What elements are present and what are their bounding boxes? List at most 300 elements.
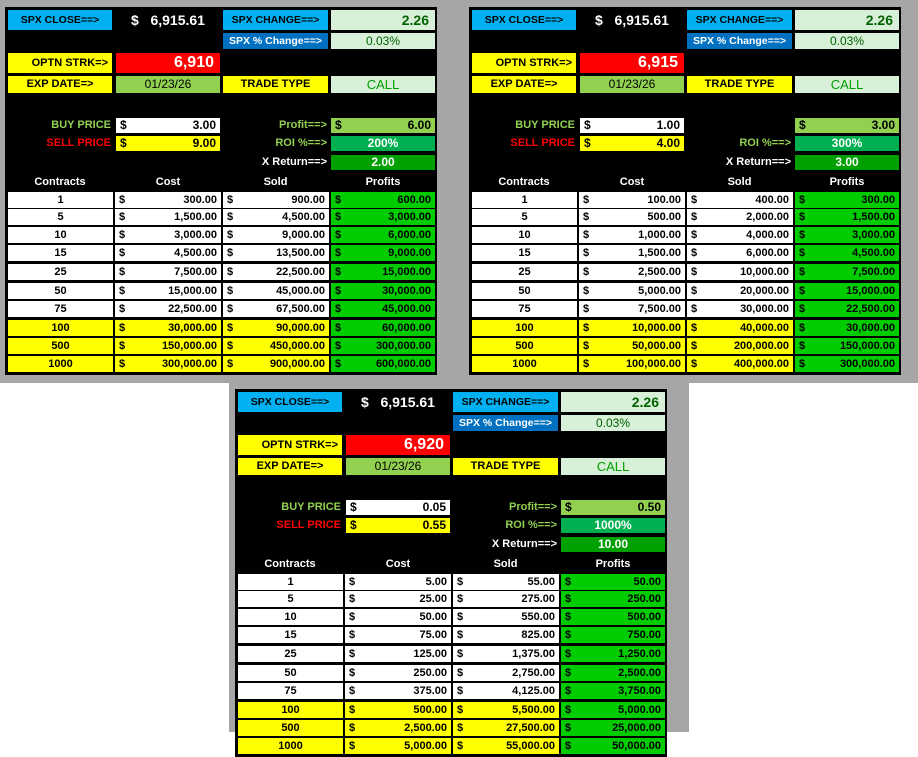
- profit-value: 0.50: [637, 500, 661, 514]
- sold-cell: [686, 208, 794, 226]
- dollar-sign: $: [349, 685, 356, 697]
- dollar-sign: $: [349, 648, 356, 660]
- dollar-sign: $: [799, 266, 806, 278]
- dollar-sign: $: [227, 340, 234, 352]
- profits-cell: [330, 282, 436, 300]
- dollar-sign: $: [583, 322, 590, 334]
- cost-cell-value: 7,500.00: [638, 303, 681, 315]
- exp-date-label: EXP DATE=>: [7, 75, 113, 94]
- cost-cell-value: 150,000.00: [161, 340, 217, 352]
- contracts-cell: 500: [7, 337, 114, 355]
- cost-cell: [578, 226, 686, 244]
- dollar-sign: $: [584, 118, 591, 132]
- profits-cell-value: 30,000.00: [846, 322, 895, 334]
- profits-cell: [330, 337, 436, 355]
- cost-cell-value: 2,500.00: [404, 722, 447, 734]
- dollar-sign: $: [583, 229, 590, 241]
- dollar-sign: $: [335, 322, 342, 334]
- cost-cell-value: 50,000.00: [632, 340, 681, 352]
- sold-cell-value: 22,500.00: [276, 266, 325, 278]
- sold-cell-value: 6,000.00: [746, 247, 789, 259]
- cost-cell: [344, 701, 452, 719]
- dollar-sign: $: [119, 303, 126, 315]
- header-contracts: Contracts: [498, 176, 550, 188]
- cost-cell-value: 250.00: [413, 667, 447, 679]
- sold-cell-value: 45,000.00: [276, 285, 325, 297]
- spx-pct-change-value: 0.03%: [560, 414, 666, 432]
- dollar-sign: $: [691, 211, 698, 223]
- sold-cell-value: 900.00: [291, 194, 325, 206]
- sold-cell-value: 40,000.00: [740, 322, 789, 334]
- dollar-sign: $: [457, 722, 464, 734]
- cost-cell-value: 300,000.00: [161, 358, 217, 370]
- header-cost: Cost: [385, 558, 411, 570]
- cost-cell: [578, 244, 686, 262]
- dollar-sign: $: [691, 340, 698, 352]
- sold-cell: [222, 244, 330, 262]
- dollar-sign: $: [350, 518, 357, 532]
- sold-cell-value: 2,000.00: [746, 211, 789, 223]
- cost-cell-value: 30,000.00: [168, 322, 217, 334]
- sold-cell: [452, 608, 560, 626]
- cost-cell: [114, 300, 222, 318]
- cost-cell: [114, 244, 222, 262]
- dollar-sign: $: [799, 340, 806, 352]
- header-cost: Cost: [619, 176, 645, 188]
- header-profits: Profits: [365, 176, 401, 188]
- sell-price-value: 0.55: [422, 518, 446, 532]
- dollar-sign: $: [119, 322, 126, 334]
- sold-cell-value: 550.00: [521, 611, 555, 623]
- dollar-sign: $: [349, 629, 356, 641]
- spx-pct-change-label: SPX % Change==>: [452, 414, 559, 432]
- profits-cell-value: 600,000.00: [375, 358, 431, 370]
- dollar-sign: $: [691, 322, 698, 334]
- cost-cell-value: 375.00: [413, 685, 447, 697]
- sold-cell-value: 13,500.00: [276, 247, 325, 259]
- dollar-sign: $: [119, 229, 126, 241]
- cost-cell-value: 1,500.00: [638, 247, 681, 259]
- sold-cell: [222, 263, 330, 281]
- dollar-sign: $: [335, 285, 342, 297]
- cost-cell: [344, 737, 452, 755]
- dollar-sign: $: [227, 303, 234, 315]
- cost-cell: [114, 208, 222, 226]
- trade-type-label: TRADE TYPE: [452, 457, 559, 476]
- profits-cell-value: 9,000.00: [388, 247, 431, 259]
- dollar-sign: $: [583, 285, 590, 297]
- contracts-cell: 1000: [471, 355, 578, 373]
- spx-pct-change-value: 0.03%: [794, 32, 900, 50]
- dollar-sign: $: [691, 266, 698, 278]
- contracts-cell: 500: [237, 719, 344, 737]
- dollar-sign: $: [457, 740, 464, 752]
- contracts-cell: 25: [237, 645, 344, 663]
- roi-value: 1000%: [560, 517, 666, 534]
- sold-cell: [452, 590, 560, 608]
- dollar-sign: $: [799, 211, 806, 223]
- cost-cell-value: 4,500.00: [174, 247, 217, 259]
- profits-cell-value: 22,500.00: [846, 303, 895, 315]
- profits-cell: [330, 208, 436, 226]
- profits-cell: [560, 590, 666, 608]
- profits-cell: [330, 300, 436, 318]
- option-strike-value: 6,920: [345, 434, 451, 456]
- dollar-sign: $: [227, 194, 234, 206]
- spx-pct-change-label: SPX % Change==>: [686, 32, 793, 50]
- cost-cell: [578, 337, 686, 355]
- exp-date-label: EXP DATE=>: [471, 75, 577, 94]
- sell-price-label: SELL PRICE: [46, 137, 111, 149]
- spx-close-value: $ 6,915.61: [595, 12, 669, 28]
- cost-cell: [578, 191, 686, 209]
- dollar-sign: $: [227, 358, 234, 370]
- cost-cell: [578, 319, 686, 337]
- cost-cell: [114, 226, 222, 244]
- contracts-cell: 5: [237, 590, 344, 608]
- dollar-sign: $: [584, 136, 591, 150]
- dollar-sign: $: [565, 685, 572, 697]
- profits-cell: [330, 226, 436, 244]
- dollar-sign: $: [799, 358, 806, 370]
- cost-cell: [578, 263, 686, 281]
- trade-type-label: TRADE TYPE: [222, 75, 329, 94]
- buy-price-value: 3.00: [192, 118, 216, 132]
- cost-cell-value: 5.00: [425, 576, 447, 588]
- profits-cell: [560, 737, 666, 755]
- sold-cell-value: 55,000.00: [506, 740, 555, 752]
- sold-cell: [686, 337, 794, 355]
- dollar-sign: $: [583, 211, 590, 223]
- contracts-cell: 50: [237, 664, 344, 682]
- trade-type-value: CALL: [794, 75, 900, 94]
- contracts-cell: 500: [471, 337, 578, 355]
- sold-cell-value: 4,000.00: [746, 229, 789, 241]
- spx-close-label: SPX CLOSE==>: [237, 391, 343, 413]
- dollar-sign: $: [565, 629, 572, 641]
- profits-cell-value: 600.00: [397, 194, 431, 206]
- buy-price-label: BUY PRICE: [515, 119, 575, 131]
- spx-close-label: SPX CLOSE==>: [7, 9, 113, 31]
- profits-cell: [794, 263, 900, 281]
- profits-cell-value: 30,000.00: [382, 285, 431, 297]
- spx-change-value: 2.26: [794, 9, 900, 31]
- profits-cell: [794, 300, 900, 318]
- profits-cell-value: 3,000.00: [388, 211, 431, 223]
- sold-cell: [222, 191, 330, 209]
- profits-cell: [330, 319, 436, 337]
- sold-cell-value: 55.00: [527, 576, 555, 588]
- profits-cell-value: 2,500.00: [618, 667, 661, 679]
- profits-cell: [330, 263, 436, 281]
- dollar-sign: $: [457, 648, 464, 660]
- cost-cell: [344, 719, 452, 737]
- exp-date-value: 01/23/26: [115, 75, 221, 94]
- buy-price-label: BUY PRICE: [51, 119, 111, 131]
- profit-label: Profit==>: [279, 119, 327, 131]
- spx-pct-change-value: 0.03%: [330, 32, 436, 50]
- contracts-cell: 1000: [7, 355, 114, 373]
- sold-cell: [452, 719, 560, 737]
- option-strike-value: 6,915: [579, 52, 685, 74]
- contracts-cell: 75: [471, 300, 578, 318]
- header-contracts: Contracts: [264, 558, 316, 570]
- sold-cell: [452, 737, 560, 755]
- dollar-sign: $: [349, 740, 356, 752]
- profits-cell-value: 500.00: [627, 611, 661, 623]
- contracts-cell: 10: [7, 226, 114, 244]
- cost-cell: [578, 355, 686, 373]
- buy-price: [579, 117, 685, 134]
- trade-type-value: CALL: [560, 457, 666, 476]
- sold-cell-value: 10,000.00: [740, 266, 789, 278]
- roi-value: 300%: [794, 135, 900, 152]
- dollar-sign: $: [691, 247, 698, 259]
- sell-price: [345, 517, 451, 534]
- contracts-cell: 100: [7, 319, 114, 337]
- contracts-cell: 25: [471, 263, 578, 281]
- sell-price-label: SELL PRICE: [510, 137, 575, 149]
- dollar-sign: $: [349, 593, 356, 605]
- header-sold: Sold: [727, 176, 752, 188]
- cost-cell-value: 1,000.00: [638, 229, 681, 241]
- dollar-sign: $: [227, 247, 234, 259]
- sold-cell: [452, 682, 560, 700]
- buy-price-label: BUY PRICE: [281, 501, 341, 513]
- dollar-sign: $: [583, 303, 590, 315]
- sold-cell: [222, 300, 330, 318]
- dollar-sign: $: [565, 593, 572, 605]
- profits-cell: [794, 319, 900, 337]
- cost-cell-value: 500.00: [647, 211, 681, 223]
- exp-date-label: EXP DATE=>: [237, 457, 343, 476]
- cost-cell-value: 7,500.00: [174, 266, 217, 278]
- profits-cell: [560, 701, 666, 719]
- sold-cell: [222, 319, 330, 337]
- x-return-value: 2.00: [330, 154, 436, 171]
- sold-cell: [222, 355, 330, 373]
- cost-cell: [344, 645, 452, 663]
- dollar-sign: $: [457, 593, 464, 605]
- sold-cell: [686, 191, 794, 209]
- buy-price: [345, 499, 451, 516]
- dollar-sign: $: [457, 611, 464, 623]
- sold-cell: [452, 626, 560, 644]
- buy-price: [115, 117, 221, 134]
- contracts-cell: 75: [237, 682, 344, 700]
- dollar-sign: $: [691, 194, 698, 206]
- roi-label: ROI %==>: [275, 137, 327, 149]
- profits-cell-value: 3,000.00: [852, 229, 895, 241]
- profits-cell-value: 60,000.00: [382, 322, 431, 334]
- sold-cell-value: 200,000.00: [733, 340, 789, 352]
- dollar-sign: $: [691, 358, 698, 370]
- option-strike-value: 6,910: [115, 52, 221, 74]
- profits-cell-value: 50,000.00: [612, 740, 661, 752]
- dollar-sign: $: [120, 118, 127, 132]
- cost-cell-value: 5,000.00: [638, 285, 681, 297]
- dollar-sign: $: [457, 704, 464, 716]
- dollar-sign: $: [457, 576, 464, 588]
- profits-cell-value: 45,000.00: [382, 303, 431, 315]
- dollar-sign: $: [565, 611, 572, 623]
- sell-price: [579, 135, 685, 152]
- dollar-sign: $: [227, 322, 234, 334]
- sold-cell: [686, 263, 794, 281]
- roi-label: ROI %==>: [739, 137, 791, 149]
- dollar-sign: $: [565, 576, 572, 588]
- dollar-sign: $: [119, 247, 126, 259]
- dollar-sign: $: [691, 303, 698, 315]
- contracts-cell: 5: [7, 208, 114, 226]
- x-return-label: X Return==>: [725, 156, 791, 168]
- profits-cell: [330, 244, 436, 262]
- sold-cell: [222, 208, 330, 226]
- dollar-sign: $: [335, 118, 342, 132]
- sold-cell-value: 30,000.00: [740, 303, 789, 315]
- cost-cell: [344, 626, 452, 644]
- profits-cell-value: 15,000.00: [382, 266, 431, 278]
- dollar-sign: $: [799, 118, 806, 132]
- exp-date-value: 01/23/26: [579, 75, 685, 94]
- dollar-sign: $: [457, 667, 464, 679]
- profits-cell: [560, 608, 666, 626]
- profits-cell-value: 750.00: [627, 629, 661, 641]
- header-sold: Sold: [493, 558, 518, 570]
- dollar-sign: $: [583, 340, 590, 352]
- contracts-cell: 100: [237, 701, 344, 719]
- spx-close-value: $ 6,915.61: [361, 394, 435, 410]
- dollar-sign: $: [119, 358, 126, 370]
- sold-cell-value: 4,500.00: [282, 211, 325, 223]
- cost-cell-value: 100.00: [647, 194, 681, 206]
- contracts-cell: 1000: [237, 737, 344, 755]
- dollar-sign: $: [799, 247, 806, 259]
- sold-cell-value: 400.00: [755, 194, 789, 206]
- buy-price-value: 1.00: [656, 118, 680, 132]
- sell-price-value: 4.00: [656, 136, 680, 150]
- header-sold: Sold: [263, 176, 288, 188]
- sold-cell: [452, 645, 560, 663]
- dollar-sign: $: [565, 704, 572, 716]
- cost-cell: [344, 682, 452, 700]
- profits-cell: [560, 682, 666, 700]
- profits-cell-value: 15,000.00: [846, 285, 895, 297]
- sold-cell: [686, 244, 794, 262]
- dollar-sign: $: [799, 229, 806, 241]
- profits-cell: [794, 337, 900, 355]
- dollar-sign: $: [120, 136, 127, 150]
- contracts-cell: 5: [471, 208, 578, 226]
- dollar-sign: $: [335, 266, 342, 278]
- cost-cell: [114, 319, 222, 337]
- trade-type-label: TRADE TYPE: [686, 75, 793, 94]
- profits-cell: [330, 191, 436, 209]
- cost-cell-value: 50.00: [419, 611, 447, 623]
- dollar-sign: $: [349, 722, 356, 734]
- header-profits: Profits: [829, 176, 865, 188]
- contracts-cell: 100: [471, 319, 578, 337]
- cost-cell: [344, 590, 452, 608]
- dollar-sign: $: [335, 194, 342, 206]
- contracts-cell: 1: [471, 191, 578, 209]
- cost-cell: [114, 355, 222, 373]
- contracts-cell: 75: [7, 300, 114, 318]
- profits-cell-value: 250.00: [627, 593, 661, 605]
- contracts-cell: 15: [471, 244, 578, 262]
- dollar-sign: $: [335, 358, 342, 370]
- sold-cell-value: 4,125.00: [512, 685, 555, 697]
- sold-cell-value: 20,000.00: [740, 285, 789, 297]
- profits-cell: [794, 244, 900, 262]
- cost-cell: [578, 282, 686, 300]
- dollar-sign: $: [583, 266, 590, 278]
- sold-cell: [222, 337, 330, 355]
- profits-cell: [794, 208, 900, 226]
- dollar-sign: $: [799, 285, 806, 297]
- cost-cell-value: 5,000.00: [404, 740, 447, 752]
- dollar-sign: $: [799, 322, 806, 334]
- cost-cell: [114, 337, 222, 355]
- dollar-sign: $: [227, 285, 234, 297]
- profits-cell: [794, 191, 900, 209]
- contracts-cell: 1: [7, 191, 114, 209]
- sold-cell-value: 5,500.00: [512, 704, 555, 716]
- dollar-sign: $: [227, 211, 234, 223]
- profits-cell-value: 25,000.00: [612, 722, 661, 734]
- dollar-sign: $: [565, 500, 572, 514]
- sold-cell-value: 2,750.00: [512, 667, 555, 679]
- dollar-sign: $: [335, 340, 342, 352]
- contracts-cell: 25: [7, 263, 114, 281]
- sold-cell-value: 400,000.00: [733, 358, 789, 370]
- dollar-sign: $: [565, 722, 572, 734]
- panel-2: [469, 7, 901, 375]
- sold-cell: [686, 226, 794, 244]
- profit-value: 3.00: [871, 118, 895, 132]
- contracts-cell: 1: [237, 573, 344, 591]
- dollar-sign: $: [119, 194, 126, 206]
- cost-cell: [578, 300, 686, 318]
- cost-cell-value: 2,500.00: [638, 266, 681, 278]
- dollar-sign: $: [119, 211, 126, 223]
- dollar-sign: $: [119, 266, 126, 278]
- dollar-sign: $: [350, 500, 357, 514]
- profit: [794, 117, 900, 134]
- cost-cell-value: 25.00: [419, 593, 447, 605]
- dollar-sign: $: [335, 211, 342, 223]
- option-strike-label: OPTN STRK=>: [471, 52, 577, 74]
- sold-cell: [686, 300, 794, 318]
- dollar-sign: $: [583, 247, 590, 259]
- sold-cell-value: 900,000.00: [269, 358, 325, 370]
- spx-change-label: SPX CHANGE==>: [686, 9, 793, 31]
- profit: [560, 499, 666, 516]
- x-return-value: 10.00: [560, 536, 666, 553]
- contracts-cell: 15: [7, 244, 114, 262]
- sold-cell-value: 67,500.00: [276, 303, 325, 315]
- panel-3: [235, 389, 667, 757]
- roi-label: ROI %==>: [505, 519, 557, 531]
- cost-cell: [344, 573, 452, 591]
- profits-cell: [330, 355, 436, 373]
- profits-cell: [794, 282, 900, 300]
- dollar-sign: $: [227, 266, 234, 278]
- profits-cell-value: 300,000.00: [839, 358, 895, 370]
- contracts-cell: 10: [237, 608, 344, 626]
- dollar-sign: $: [349, 576, 356, 588]
- x-return-label: X Return==>: [261, 156, 327, 168]
